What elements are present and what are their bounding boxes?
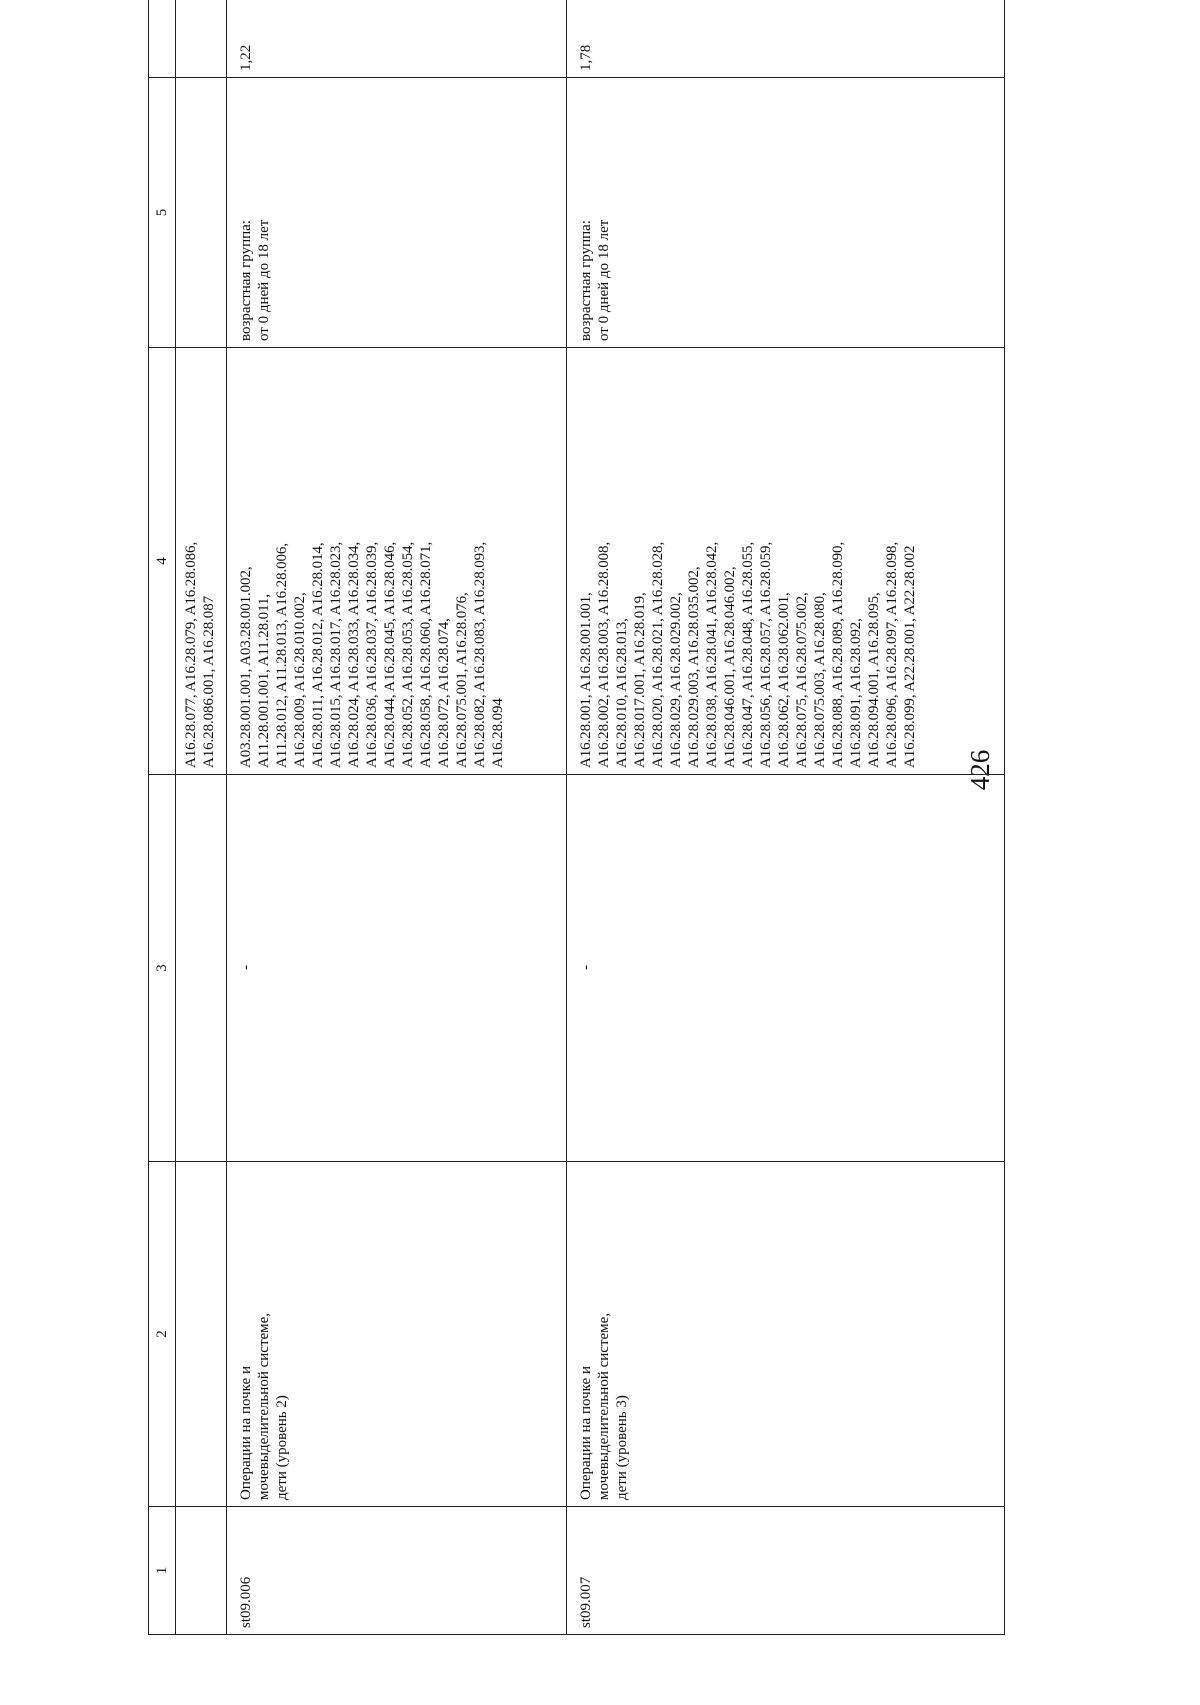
row-code: st09.007: [567, 1507, 1005, 1635]
code-line: A16.28.096, A16.28.097, A16.28.098,: [884, 541, 900, 768]
code-line: A03.28.001.001, A03.28.001.002,: [238, 566, 254, 768]
name-line: мочевыделительной системе,: [256, 1312, 272, 1500]
header-col-5: 5: [149, 78, 176, 348]
row-name: [227, 1162, 567, 1507]
row-codes: [227, 348, 567, 775]
row-name: [567, 1162, 1005, 1507]
code-line: A16.28.058, A16.28.060, A16.28.071,: [418, 541, 434, 768]
row-criteria: [567, 78, 1005, 348]
code-line: A16.28.024, A16.28.033, A16.28.034,: [346, 541, 362, 768]
name-line: Операции на почке и: [238, 1366, 254, 1500]
document-table: [148, 0, 1005, 1635]
page-number: 426: [965, 749, 995, 791]
name-line: мочевыделительной системе,: [596, 1312, 612, 1500]
document-table-container: [148, 44, 1088, 1635]
table-row: [567, 0, 1005, 1635]
header-col-2: 2: [149, 1162, 176, 1507]
cont-cell-2: [176, 1162, 227, 1507]
table-header-row: [149, 0, 176, 1635]
name-line: дети (уровень 2): [274, 1395, 290, 1500]
row-col3: -: [567, 775, 1005, 1162]
header-col-3: 3: [149, 775, 176, 1162]
criteria-line: от 0 дней до 18 лет: [596, 219, 612, 341]
row-codes: [567, 348, 1005, 775]
code-line: A16.28.091, A16.28.092,: [848, 618, 864, 768]
cont-cell-3: [176, 775, 227, 1162]
criteria-line: от 0 дней до 18 лет: [256, 219, 272, 341]
code-line: A16.28.075, A16.28.075.002,: [794, 592, 810, 768]
code-line: A16.28.099, A22.28.001, A22.28.002: [902, 545, 918, 768]
row-code: st09.006: [227, 1507, 567, 1635]
code-line: A16.28.088, A16.28.089, A16.28.090,: [830, 541, 846, 768]
criteria-line: возрастная группа:: [238, 220, 254, 341]
code-line: A16.28.052, A16.28.053, A16.28.054,: [400, 541, 416, 768]
code-line: A16.28.010, A16.28.013,: [614, 618, 630, 768]
code-line: A16.28.044, A16.28.045, A16.28.046,: [382, 541, 398, 768]
code-line: A16.28.011, A16.28.012, A16.28.014,: [310, 542, 326, 768]
cont-cell-5: [176, 78, 227, 348]
table-row-continuation: [176, 0, 227, 1635]
code-line: A16.28.009, A16.28.010.002,: [292, 592, 308, 768]
code-line: A16.28.077, A16.28.079, A16.28.086,: [183, 541, 199, 768]
code-line: A16.28.075.001, A16.28.076,: [454, 592, 470, 768]
code-line: A16.28.029.003, A16.28.035.002,: [686, 566, 702, 768]
code-line: A16.28.020, A16.28.021, A16.28.028,: [650, 541, 666, 768]
header-col-4: 4: [149, 348, 176, 775]
row-criteria: [227, 78, 567, 348]
header-col-6: [149, 0, 176, 78]
criteria-line: возрастная группа:: [578, 220, 594, 341]
row-coefficient: 1,78: [567, 0, 1005, 78]
row-col3: -: [227, 775, 567, 1162]
cont-cell-6: [176, 0, 227, 78]
table-row: [227, 0, 567, 1635]
code-line: A16.28.094.001, A16.28.095,: [866, 592, 882, 768]
header-col-1: 1: [149, 1507, 176, 1635]
code-line: A16.28.038, A16.28.041, A16.28.042,: [704, 541, 720, 768]
cont-codes-cell: [176, 348, 227, 775]
code-line: A16.28.002, A16.28.003, A16.28.008,: [596, 541, 612, 768]
code-line: A11.28.012, A11.28.013, A16.28.006,: [274, 543, 290, 768]
name-line: дети (уровень 3): [614, 1395, 630, 1500]
name-line: Операции на почке и: [578, 1366, 594, 1500]
code-line: A16.28.029, A16.28.029.002,: [668, 592, 684, 768]
code-line: A11.28.001.001, A11.28.011,: [256, 594, 272, 768]
code-line: A16.28.036, A16.28.037, A16.28.039,: [364, 541, 380, 768]
code-line: A16.28.086.001, A16.28.087: [201, 596, 217, 768]
code-line: A16.28.075.003, A16.28.080,: [812, 592, 828, 768]
code-line: A16.28.062, A16.28.062.001,: [776, 592, 792, 768]
code-line: A16.28.047, A16.28.048, A16.28.055,: [740, 541, 756, 768]
code-line: A16.28.094: [490, 698, 506, 768]
code-line: A16.28.001, A16.28.001.001,: [578, 592, 594, 768]
code-line: A16.28.056, A16.28.057, A16.28.059,: [758, 541, 774, 768]
code-line: A16.28.015, A16.28.017, A16.28.023,: [328, 541, 344, 768]
code-line: A16.28.072, A16.28.074,: [436, 618, 452, 768]
row-coefficient: 1,22: [227, 0, 567, 78]
code-line: A16.28.046.001, A16.28.046.002,: [722, 566, 738, 768]
cont-cell-1: [176, 1507, 227, 1635]
code-line: A16.28.082, A16.28.083, A16.28.093,: [472, 541, 488, 768]
code-line: A16.28.017.001, A16.28.019,: [632, 592, 648, 768]
